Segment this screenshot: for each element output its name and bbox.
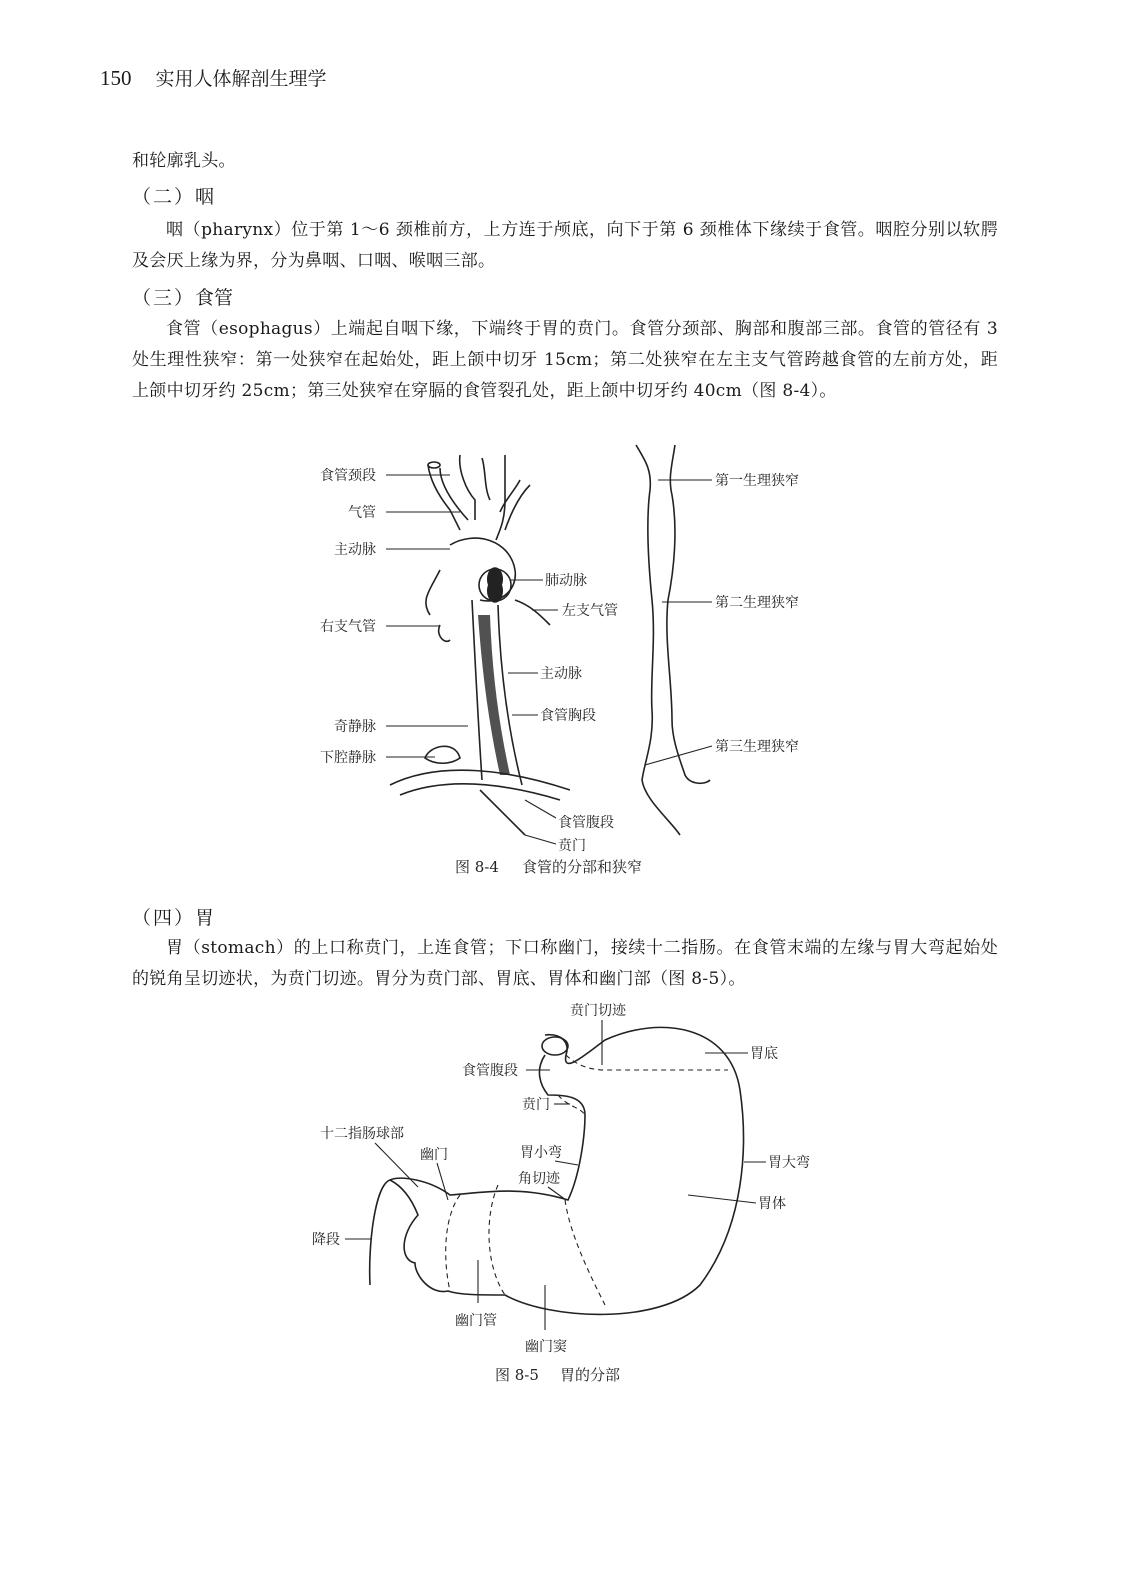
- leader-line: [688, 1195, 756, 1203]
- heading-text: 胃: [195, 907, 215, 929]
- label-aorta-right: 主动脉: [540, 666, 582, 682]
- label-cervical-esophagus: 食管颈段: [320, 468, 376, 484]
- label-aorta-left: 主动脉: [334, 542, 376, 558]
- heading-stomach: [132, 903, 214, 930]
- paragraph-stomach: 胃（stomach）的上口称贲门，上连食管；下口称幽门，接续十二指肠。在食管末端的左缘与胃大弯起始处的锐角呈切迹状，为贲门切迹。胃分为贲门部、胃底、胃体和幽门部（图 8-5）。: [132, 938, 998, 989]
- figure-8-4: [300, 440, 840, 880]
- figure-8-5: [300, 995, 840, 1390]
- leader-line: [437, 1163, 448, 1200]
- label-pyloric-canal: 幽门管: [455, 1313, 497, 1329]
- label-cardia: 贲门: [558, 838, 586, 854]
- label-right-bronchus: 右支气管: [320, 619, 376, 635]
- label-azygos-vein: 奇静脉: [334, 719, 376, 735]
- heading-number: （二）: [132, 186, 196, 208]
- caption-text: 胃的分部: [560, 1366, 621, 1384]
- leader-line: [548, 1187, 566, 1200]
- leader-line: [555, 1161, 578, 1165]
- heading-number: （四）: [132, 907, 196, 929]
- label-second-narrowing: 第二生理狭窄: [715, 595, 799, 611]
- paragraph-pharynx: 咽（pharynx）位于第 1～6 颈椎前方，上方连于颅底，向下于第 6 颈椎体下缘续于食管。咽腔分别以软腭及会厌上缘为界，分为鼻咽、口咽、喉咽三部。: [132, 220, 998, 271]
- label-thoracic-esophagus: 食管胸段: [540, 708, 596, 724]
- heading-text: 咽: [195, 186, 215, 208]
- label-duodenal-bulb: 十二指肠球部: [320, 1126, 404, 1142]
- heading-text: 食管: [195, 287, 234, 309]
- label-cardiac-notch: 贲门切迹: [570, 1003, 626, 1019]
- label-pyloric-antrum: 幽门窦: [525, 1339, 567, 1355]
- paragraph-intro: 和轮廓乳头。: [132, 151, 236, 171]
- caption-number: 图 8-4: [455, 858, 499, 876]
- label-abdominal-esophagus: 食管腹段: [462, 1063, 518, 1079]
- running-header: [100, 64, 327, 91]
- leader-line: [645, 746, 712, 765]
- heading-pharynx: [132, 182, 214, 209]
- label-fundus: 胃底: [750, 1046, 778, 1062]
- narrowing-outline: [636, 445, 710, 835]
- label-lesser-curvature: 胃小弯: [520, 1145, 562, 1161]
- caption-number: 图 8-5: [495, 1366, 539, 1384]
- label-descending-part: 降段: [312, 1232, 340, 1248]
- label-body: 胃体: [758, 1196, 786, 1212]
- label-pulmonary-artery: 肺动脉: [545, 573, 587, 589]
- label-third-narrowing: 第三生理狭窄: [715, 739, 799, 755]
- book-title: 实用人体解剖生理学: [155, 68, 327, 90]
- label-greater-curvature: 胃大弯: [768, 1155, 810, 1171]
- leader-line: [525, 835, 556, 844]
- label-first-narrowing: 第一生理狭窄: [715, 473, 799, 489]
- label-angular-notch: 角切迹: [518, 1171, 560, 1187]
- label-pylorus: 幽门: [420, 1147, 448, 1163]
- paragraph-esophagus: 食管（esophagus）上端起自咽下缘，下端终于胃的贲门。食管分颈部、胸部和腹部三部。食管的管径有 3 处生理性狭窄：第一处狭窄在起始处，距上颌中切牙 15cm；第二处狭窄在左主支气管跨越食管的左前方处，距上颌中切牙约 25cm；第三处狭窄在穿膈的食管裂孔处，距上颌中切牙约 40cm（图 8-4）。: [132, 319, 998, 401]
- heading-esophagus: [132, 283, 233, 310]
- heading-number: （三）: [132, 287, 196, 309]
- label-abdominal-esophagus: 食管腹段: [558, 815, 614, 831]
- label-trachea: 气管: [348, 505, 376, 521]
- caption-text: 食管的分部和狭窄: [522, 858, 643, 876]
- label-inferior-vena-cava: 下腔静脉: [320, 750, 376, 766]
- leader-line: [375, 1143, 418, 1187]
- leader-line: [525, 800, 556, 818]
- page-number: 150: [100, 66, 132, 90]
- label-cardia: 贲门: [522, 1097, 550, 1113]
- label-left-bronchus: 左支气管: [562, 603, 618, 619]
